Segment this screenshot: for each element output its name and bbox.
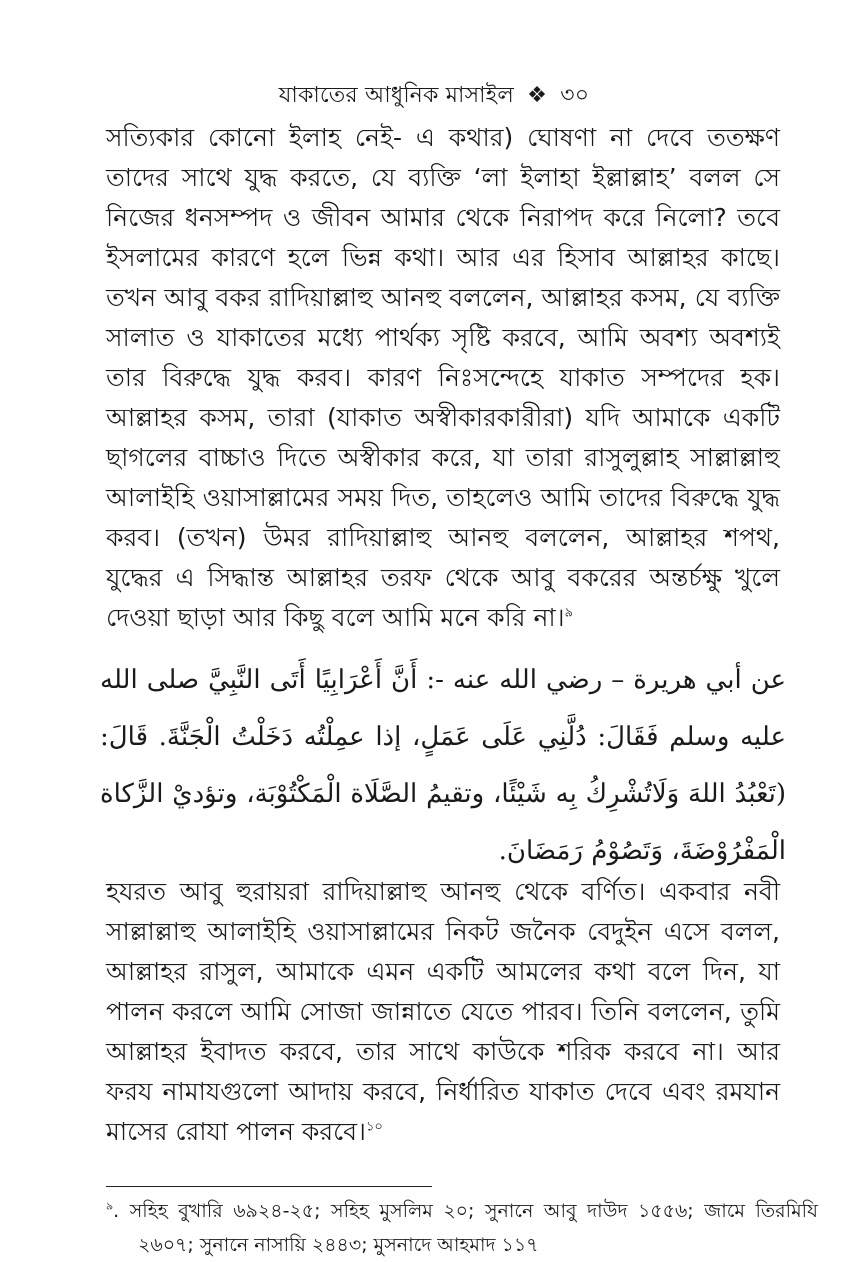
arabic-hadith-text: عن أبي هريرة – رضي الله عنه -: أَنَّ أَعْرَابِيًا أَتَى النَّبِيَّ صلى الله عليه وسلم فَقَالَ: دُلَّنِي عَلَى عَمَلٍ، إذا عمِلْتُه دَخَلْتُ الْجَنَّةَ. قَالَ: (تَعْبُدُ اللهَ وَلَاتُشْرِكُ بِه شَيْئًا، وتقيمُ الصَّلَاة الْمَكْتُوْبَة، وتؤديْ الزَّكاة الْمَفْرُوْضَةَ، وَتَصُوْمُ رَمَضَانَ. xyxy=(100,665,786,866)
paragraph-text: সত্যিকার কোনো ইলাহ নেই- এ কথার) ঘোষণা না দেবে ততক্ষণ তাদের সাথে যুদ্ধ করতে, যে ব্যক্তি ‘লা ইলাহা ইল্লাল্লাহ’ বলল সে নিজের ধনসম্পদ ও জীবন আমার থেকে নিরাপদ করে নিলো? তবে ইসলামের কারণে হলে ভিন্ন কথা। আর এর হিসাব আল্লাহর কাছে। তখন আবু বকর রাদিয়াল্লাহু আনহু বললেন, আল্লাহর কসম, যে ব্যক্তি সালাত ও যাকাতের মধ্যে পার্থক্য সৃষ্টি করবে, আমি অবশ্য অবশ্যই তার বিরুদ্ধে যুদ্ধ করব। কারণ নিঃসন্দেহে যাকাত সম্পদের হক। আল্লাহর কসম, তারা (যাকাত অস্বীকারকারীরা) যদি আমাকে একটি ছাগলের বাচ্চাও দিতে অস্বীকার করে, যা তারা রাসুলুল্লাহ সাল্লাল্লাহু আলাইহি ওয়াসাল্লামের সময় দিত, তাহলেও আমি তাদের বিরুদ্ধে যুদ্ধ করব। (তখন) উমর রাদিয়াল্লাহু আনহু বললেন, আল্লাহর শপথ, যুদ্ধের এ সিদ্ধান্ত আল্লাহর তরফ থেকে আবু বকরের অন্তর্চক্ষু খুলে দেওয়া ছাড়া আর কিছু বলে আমি মনে করি না। xyxy=(106,123,780,632)
book-title: যাকাতের আধুনিক মাসাইল xyxy=(278,83,514,108)
running-header xyxy=(0,78,868,115)
footnote-divider xyxy=(106,1186,432,1187)
page-number: ৩০ xyxy=(560,83,590,108)
ornament-icon: ❖ xyxy=(527,83,548,108)
footnote-reference: ৯ xyxy=(564,605,574,621)
footnote-reference: ১০ xyxy=(366,1119,383,1135)
footnote-text: . সহিহ বুখারি ৬৯২৪-২৫; সহিহ মুসলিম ২০; সুনানে আবু দাউদ ১৫৫৬; জামে তিরমিযি ২৬০৭; সুনানে নাসায়ি ২৪৪৩; মুসনাদে আহমাদ ১১৭ xyxy=(113,1200,818,1256)
paragraph-text: হযরত আবু হুরায়রা রাদিয়াল্লাহু আনহু থেকে বর্ণিত। একবার নবী সাল্লাল্লাহু আলাইহি ওয়াসাল্লামের নিকট জনৈক বেদুইন এসে বলল, আল্লাহর রাসুল, আমাকে এমন একটি আমলের কথা বলে দিন, যা পালন করলে আমি সোজা জান্নাতে যেতে পারব। তিনি বললেন, তুমি আল্লাহর ইবাদত করবে, তার সাথে কাউকে শরিক করবে না। আর ফরয নামাযগুলো আদায় করবে, নির্ধারিত যাকাত দেবে এবং রমযান মাসের রোযা পালন করবে। xyxy=(106,877,780,1146)
body-paragraph-translation xyxy=(106,872,780,1152)
body-paragraph-1 xyxy=(106,118,780,638)
footnote-marker: ৯ xyxy=(106,1199,114,1213)
footnote xyxy=(106,1194,818,1262)
